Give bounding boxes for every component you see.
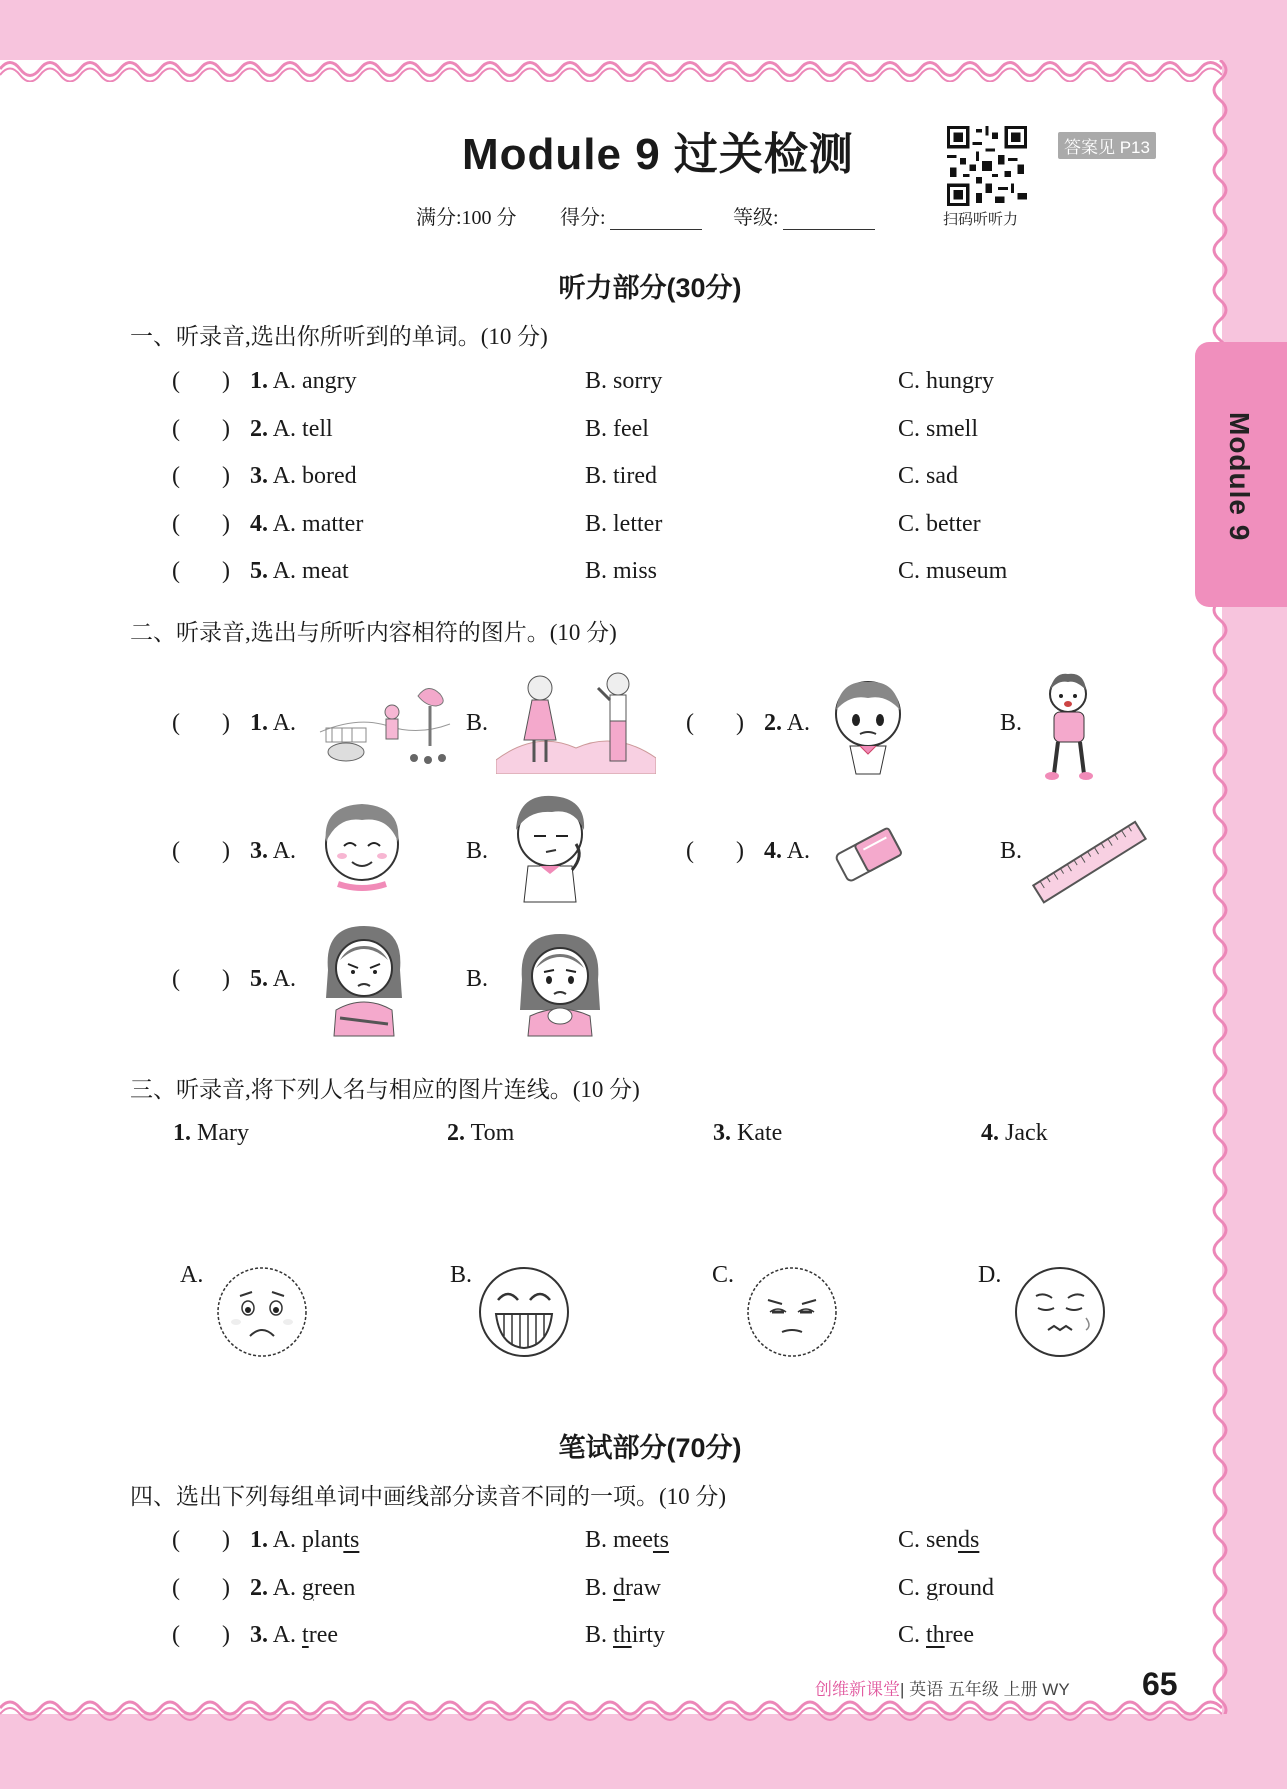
option-a: 3. A. tree [250, 1622, 338, 1648]
answer-paren: ( ) [172, 838, 230, 864]
qr-code-icon [947, 126, 1027, 206]
option-b: B. draw [585, 1575, 661, 1601]
answer-paren: ( ) [172, 416, 230, 442]
boy-face-picture [830, 676, 906, 776]
option-c: C. better [898, 511, 981, 537]
answer-paren: ( ) [172, 558, 230, 584]
sad-face-icon [216, 1266, 308, 1358]
item-number: 4. A. [764, 838, 811, 864]
option-b: B. tired [585, 463, 657, 489]
option-c: C. sad [898, 463, 958, 489]
option-a: 3. A. bored [250, 463, 357, 489]
listening-section-title: 听力部分(30分) [558, 273, 742, 303]
girl-and-boy-picture [496, 670, 656, 774]
footer-info [815, 1675, 1070, 1700]
option-b: B. feel [585, 416, 649, 442]
option-c: C. sends [898, 1527, 980, 1553]
option-b: B. miss [585, 558, 658, 584]
face-label: A. [180, 1262, 204, 1288]
answer-paren: ( ) [686, 838, 744, 864]
option-b-label: B. [466, 838, 489, 864]
smiling-girl-picture [318, 796, 408, 896]
option-b-label: B. [1000, 710, 1023, 736]
worried-face-icon [1014, 1266, 1106, 1358]
option-b: B. thirty [585, 1622, 666, 1648]
name-item: 2. Tom [447, 1120, 515, 1146]
option-c: C. museum [898, 558, 1008, 584]
answer-paren: ( ) [172, 1575, 230, 1601]
ruler-picture [1028, 816, 1152, 910]
wave-border-bottom [0, 1700, 1222, 1726]
worried-girl-picture [516, 930, 606, 1038]
option-b-label: B. [466, 966, 489, 992]
grade-label: 等级: [733, 207, 779, 229]
part2-heading: 二、听录音,选出与所听内容相符的图片。(10 分) [130, 620, 617, 645]
side-tab-label: Module 9 [1224, 412, 1255, 542]
option-c: C. ground [898, 1575, 995, 1601]
wave-border-right [1205, 60, 1235, 1714]
option-b-label: B. [466, 710, 489, 736]
page-number: 65 [1142, 1666, 1178, 1702]
answer-paren: ( ) [172, 511, 230, 537]
tired-face-icon [746, 1266, 838, 1358]
name-item: 1. Mary [173, 1120, 249, 1146]
book-info: | 英语 五年级 上册 WY [900, 1680, 1070, 1699]
option-a: 1. A. angry [250, 368, 357, 394]
item-number: 5. A. [250, 966, 297, 992]
scan-to-listen-text: 扫码听听力 [943, 211, 1019, 228]
answer-paren: ( ) [686, 710, 744, 736]
part1-heading: 一、听录音,选出你所听到的单词。(10 分) [130, 324, 548, 349]
option-a: 5. A. meat [250, 558, 349, 584]
item-number: 1. A. [250, 710, 297, 736]
laughing-face-icon [478, 1266, 570, 1358]
option-a: 2. A. green [250, 1575, 356, 1601]
full-marks: 满分:100 分 [416, 207, 517, 229]
option-b-label: B. [1000, 838, 1023, 864]
face-label: D. [978, 1262, 1002, 1288]
option-b: B. letter [585, 511, 663, 537]
option-c: C. hungry [898, 368, 994, 394]
option-a: 1. A. plants [250, 1527, 360, 1553]
answer-paren: ( ) [172, 710, 230, 736]
name-item: 4. Jack [981, 1120, 1048, 1146]
part4-heading: 四、选出下列每组单词中画线部分读音不同的一项。(10 分) [130, 1484, 727, 1509]
part3-heading: 三、听录音,将下列人名与相应的图片连线。(10 分) [130, 1077, 640, 1102]
face-label: B. [450, 1262, 473, 1288]
module-side-tab [1195, 342, 1287, 607]
angry-girl-picture [320, 920, 410, 1038]
wave-border-top [0, 56, 1222, 82]
answer-paren: ( ) [172, 1622, 230, 1648]
answer-paren: ( ) [172, 368, 230, 394]
sick-boy-picture [1036, 670, 1104, 782]
answer-badge: 答案见 P13 [1058, 132, 1156, 159]
option-a: 4. A. matter [250, 511, 364, 537]
item-number: 2. A. [764, 710, 811, 736]
item-number: 3. A. [250, 838, 297, 864]
option-c: C. three [898, 1622, 974, 1648]
name-item: 3. Kate [713, 1120, 783, 1146]
answer-paren: ( ) [172, 1527, 230, 1553]
option-b: B. meets [585, 1527, 669, 1553]
brand-name: 创维新课堂 [815, 1680, 900, 1699]
answer-paren: ( ) [172, 966, 230, 992]
answer-paren: ( ) [172, 463, 230, 489]
eraser-picture [830, 818, 906, 890]
grade-blank [783, 211, 875, 230]
option-b: B. sorry [585, 368, 663, 394]
score-label: 得分: [560, 207, 606, 229]
thinking-boy-picture [506, 790, 596, 908]
farm-scene-picture [318, 676, 452, 772]
writing-section-title: 笔试部分(70分) [558, 1433, 742, 1463]
score-blank [610, 211, 702, 230]
score-field [560, 201, 702, 230]
grade-field [733, 201, 875, 230]
face-label: C. [712, 1262, 735, 1288]
option-c: C. smell [898, 416, 979, 442]
page-title: Module 9 过关检测 [462, 130, 854, 179]
option-a: 2. A. tell [250, 416, 333, 442]
